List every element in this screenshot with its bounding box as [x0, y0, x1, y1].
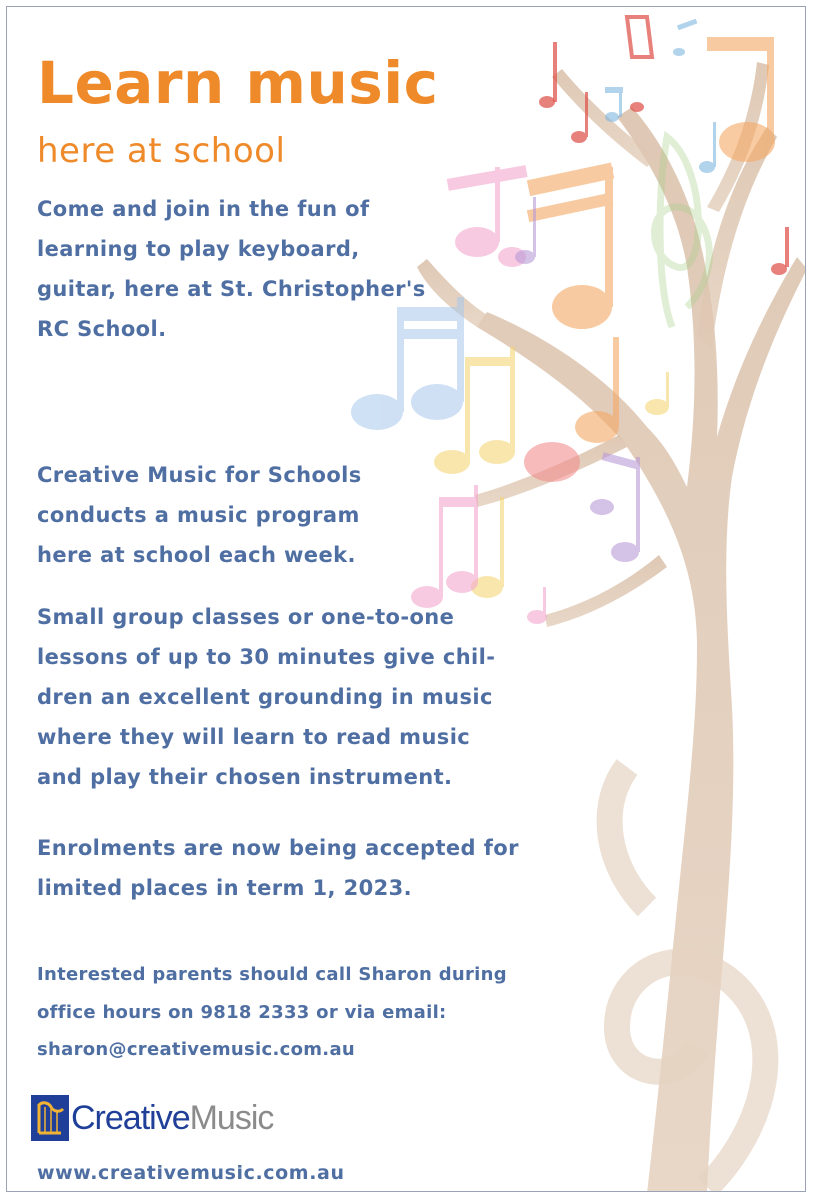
- logo-wordmark: [71, 1099, 273, 1138]
- program-paragraph: Creative Music for Schools conducts a music program here at school each week.: [37, 463, 362, 567]
- contact-paragraph: Interested parents should call Sharon during office hours on 9818 2333 or via email: sharon@creativemusic.com.au: [37, 964, 507, 1060]
- website-link[interactable]: www.creativemusic.com.au: [37, 1162, 345, 1184]
- creative-music-logo: [31, 1092, 273, 1144]
- classes-paragraph: Small group classes or one-to-one lessons of up to 30 minutes give chil- dren an excellent grounding in music where they will learn to read music and play their chosen instrument.: [37, 605, 496, 789]
- logo-word-music: Music: [189, 1098, 274, 1137]
- logo-word-creative: Creative: [71, 1098, 190, 1137]
- flyer-frame: [6, 6, 806, 1192]
- harp-icon: [31, 1095, 69, 1141]
- enrolments-paragraph: Enrolments are now being accepted for limited places in term 1, 2023.: [37, 836, 519, 900]
- flyer-title: Learn music: [37, 49, 439, 117]
- intro-paragraph: Come and join in the fun of learning to play keyboard, guitar, here at St. Christopher's RC School.: [37, 197, 426, 341]
- flyer-subtitle: here at school: [37, 131, 286, 171]
